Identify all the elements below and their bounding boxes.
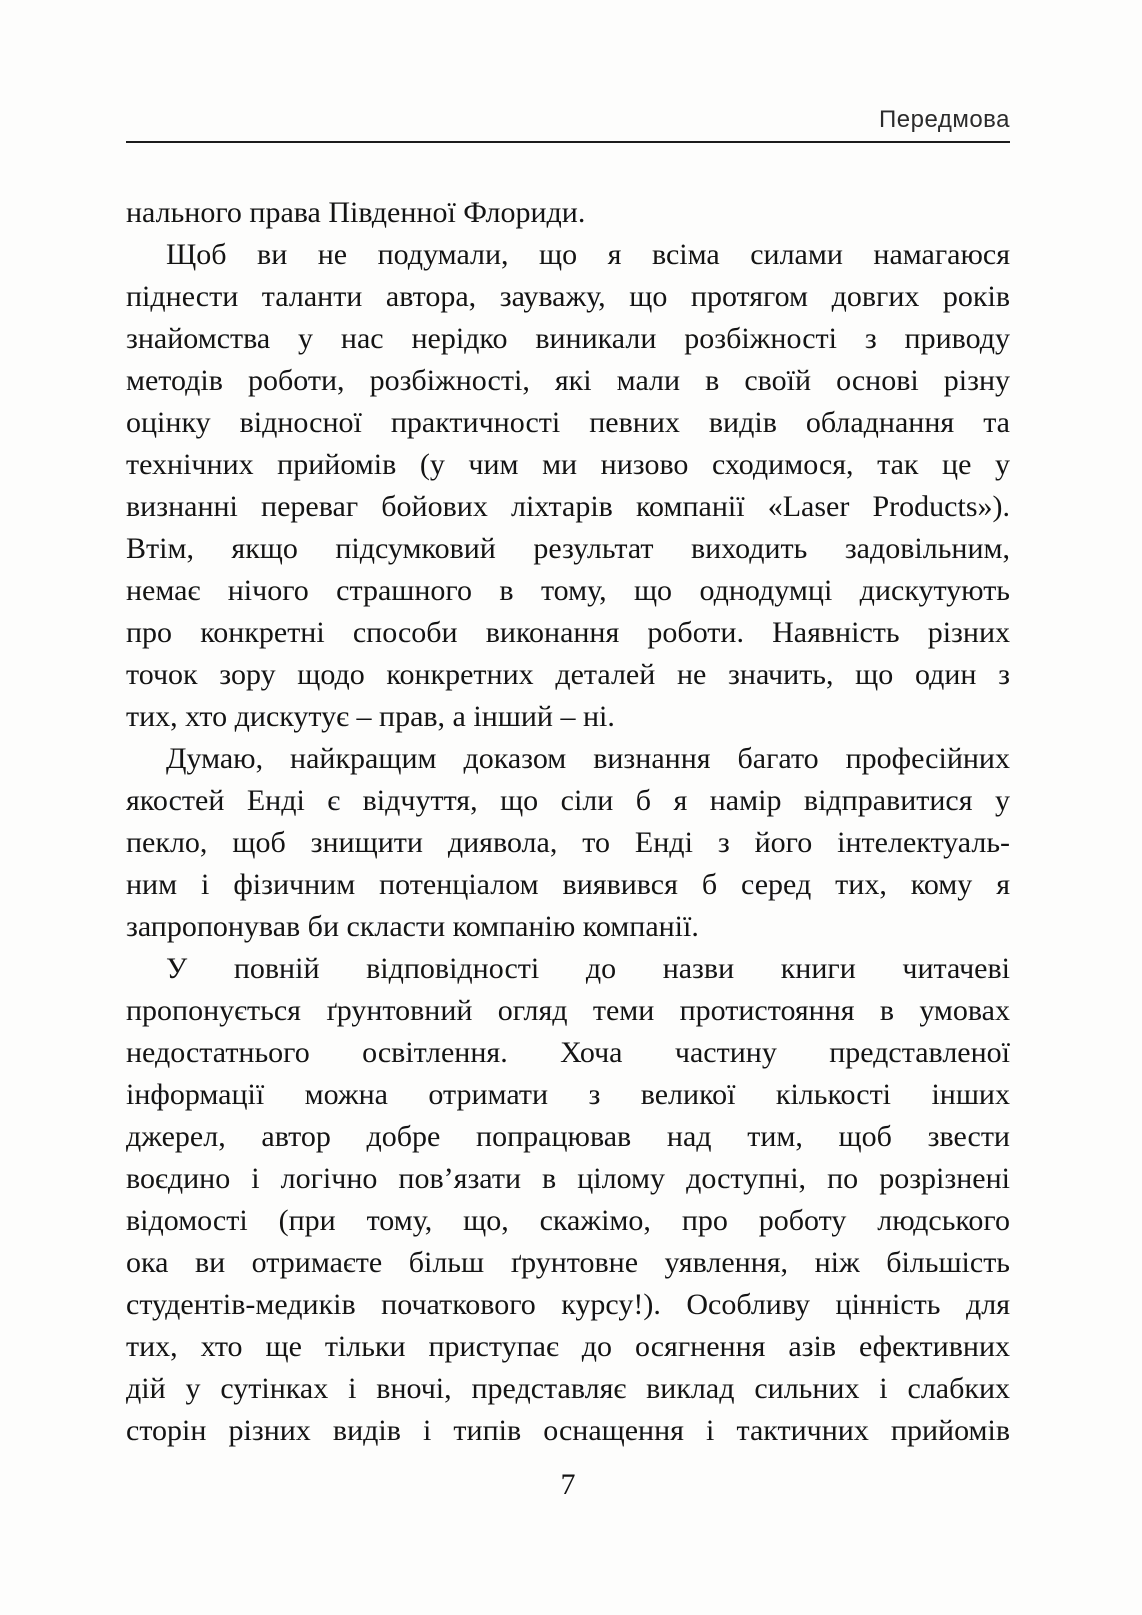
text-line: піднести таланти автора, зауважу, що протягом довгих років <box>126 280 1010 313</box>
text-block <box>126 192 1010 1452</box>
text-line: ока ви отримаєте більш ґрунтовне уявлення, ніж більшість <box>126 1246 1010 1279</box>
page-number: 7 <box>560 1468 576 1501</box>
text-line: визнанні переваг бойових ліхтарів компанії «Laser Products»). <box>126 490 1010 523</box>
text-line: студентів-медиків початкового курсу!). Особливу цінність для <box>126 1288 1010 1321</box>
text-line: тих, хто дискутує – прав, а інший – ні. <box>126 700 615 733</box>
text-line: джерел, автор добре попрацював над тим, щоб звести <box>126 1120 1010 1153</box>
text-line: недостатнього освітлення. Хоча частину представленої <box>126 1036 1010 1069</box>
text-line: Втім, якщо підсумковий результат виходить задовільним, <box>126 532 1010 565</box>
text-line: пекло, щоб знищити диявола, то Енді з його інтелектуаль- <box>126 826 1010 859</box>
text-line: технічних прийомів (у чим ми низово сходимося, так це у <box>126 448 1010 481</box>
text-line: сторін різних видів і типів оснащення і тактичних прийомів <box>126 1414 1010 1447</box>
text-line: знайомства у нас нерідко виникали розбіжності з приводу <box>126 322 1010 355</box>
text-line: інформації можна отримати з великої кількості інших <box>126 1078 1010 1111</box>
text-line: Щоб ви не подумали, що я всіма силами намагаюся <box>166 238 1010 271</box>
text-line: тих, хто ще тільки приступає до осягнення азів ефективних <box>126 1330 1010 1363</box>
text-line: нального права Південної Флориди. <box>126 196 586 229</box>
text-line: оцінку відносної практичності певних видів обладнання та <box>126 406 1010 439</box>
text-line: немає нічого страшного в тому, що однодумці дискутують <box>126 574 1010 607</box>
header-divider <box>126 141 1010 143</box>
text-line: Думаю, найкращим доказом визнання багато професійних <box>166 742 1010 775</box>
text-line: відомості (при тому, що, скажімо, про роботу людського <box>126 1204 1010 1237</box>
running-header-title: Передмова <box>879 106 1010 133</box>
text-line: якостей Енді є відчуття, що сіли б я намір відправитися у <box>126 784 1010 817</box>
text-line: точок зору щодо конкретних деталей не значить, що один з <box>126 658 1010 691</box>
text-line: дій у сутінках і вночі, представляє виклад сильних і слабких <box>126 1372 1010 1405</box>
text-line: про конкретні способи виконання роботи. Наявність різних <box>126 616 1010 649</box>
text-line: запропонував би скласти компанію компанії. <box>126 910 699 943</box>
text-line: воєдино і логічно пов’язати в цілому доступні, по розрізнені <box>126 1162 1010 1195</box>
text-line: У повній відповідності до назви книги читачеві <box>166 952 1010 985</box>
running-header <box>126 106 1010 134</box>
text-line: ним і фізичним потенціалом виявився б серед тих, кому я <box>126 868 1010 901</box>
text-line: пропонується ґрунтовний огляд теми протистояння в умовах <box>126 994 1010 1027</box>
text-line: методів роботи, розбіжності, які мали в своїй основі різну <box>126 364 1010 397</box>
